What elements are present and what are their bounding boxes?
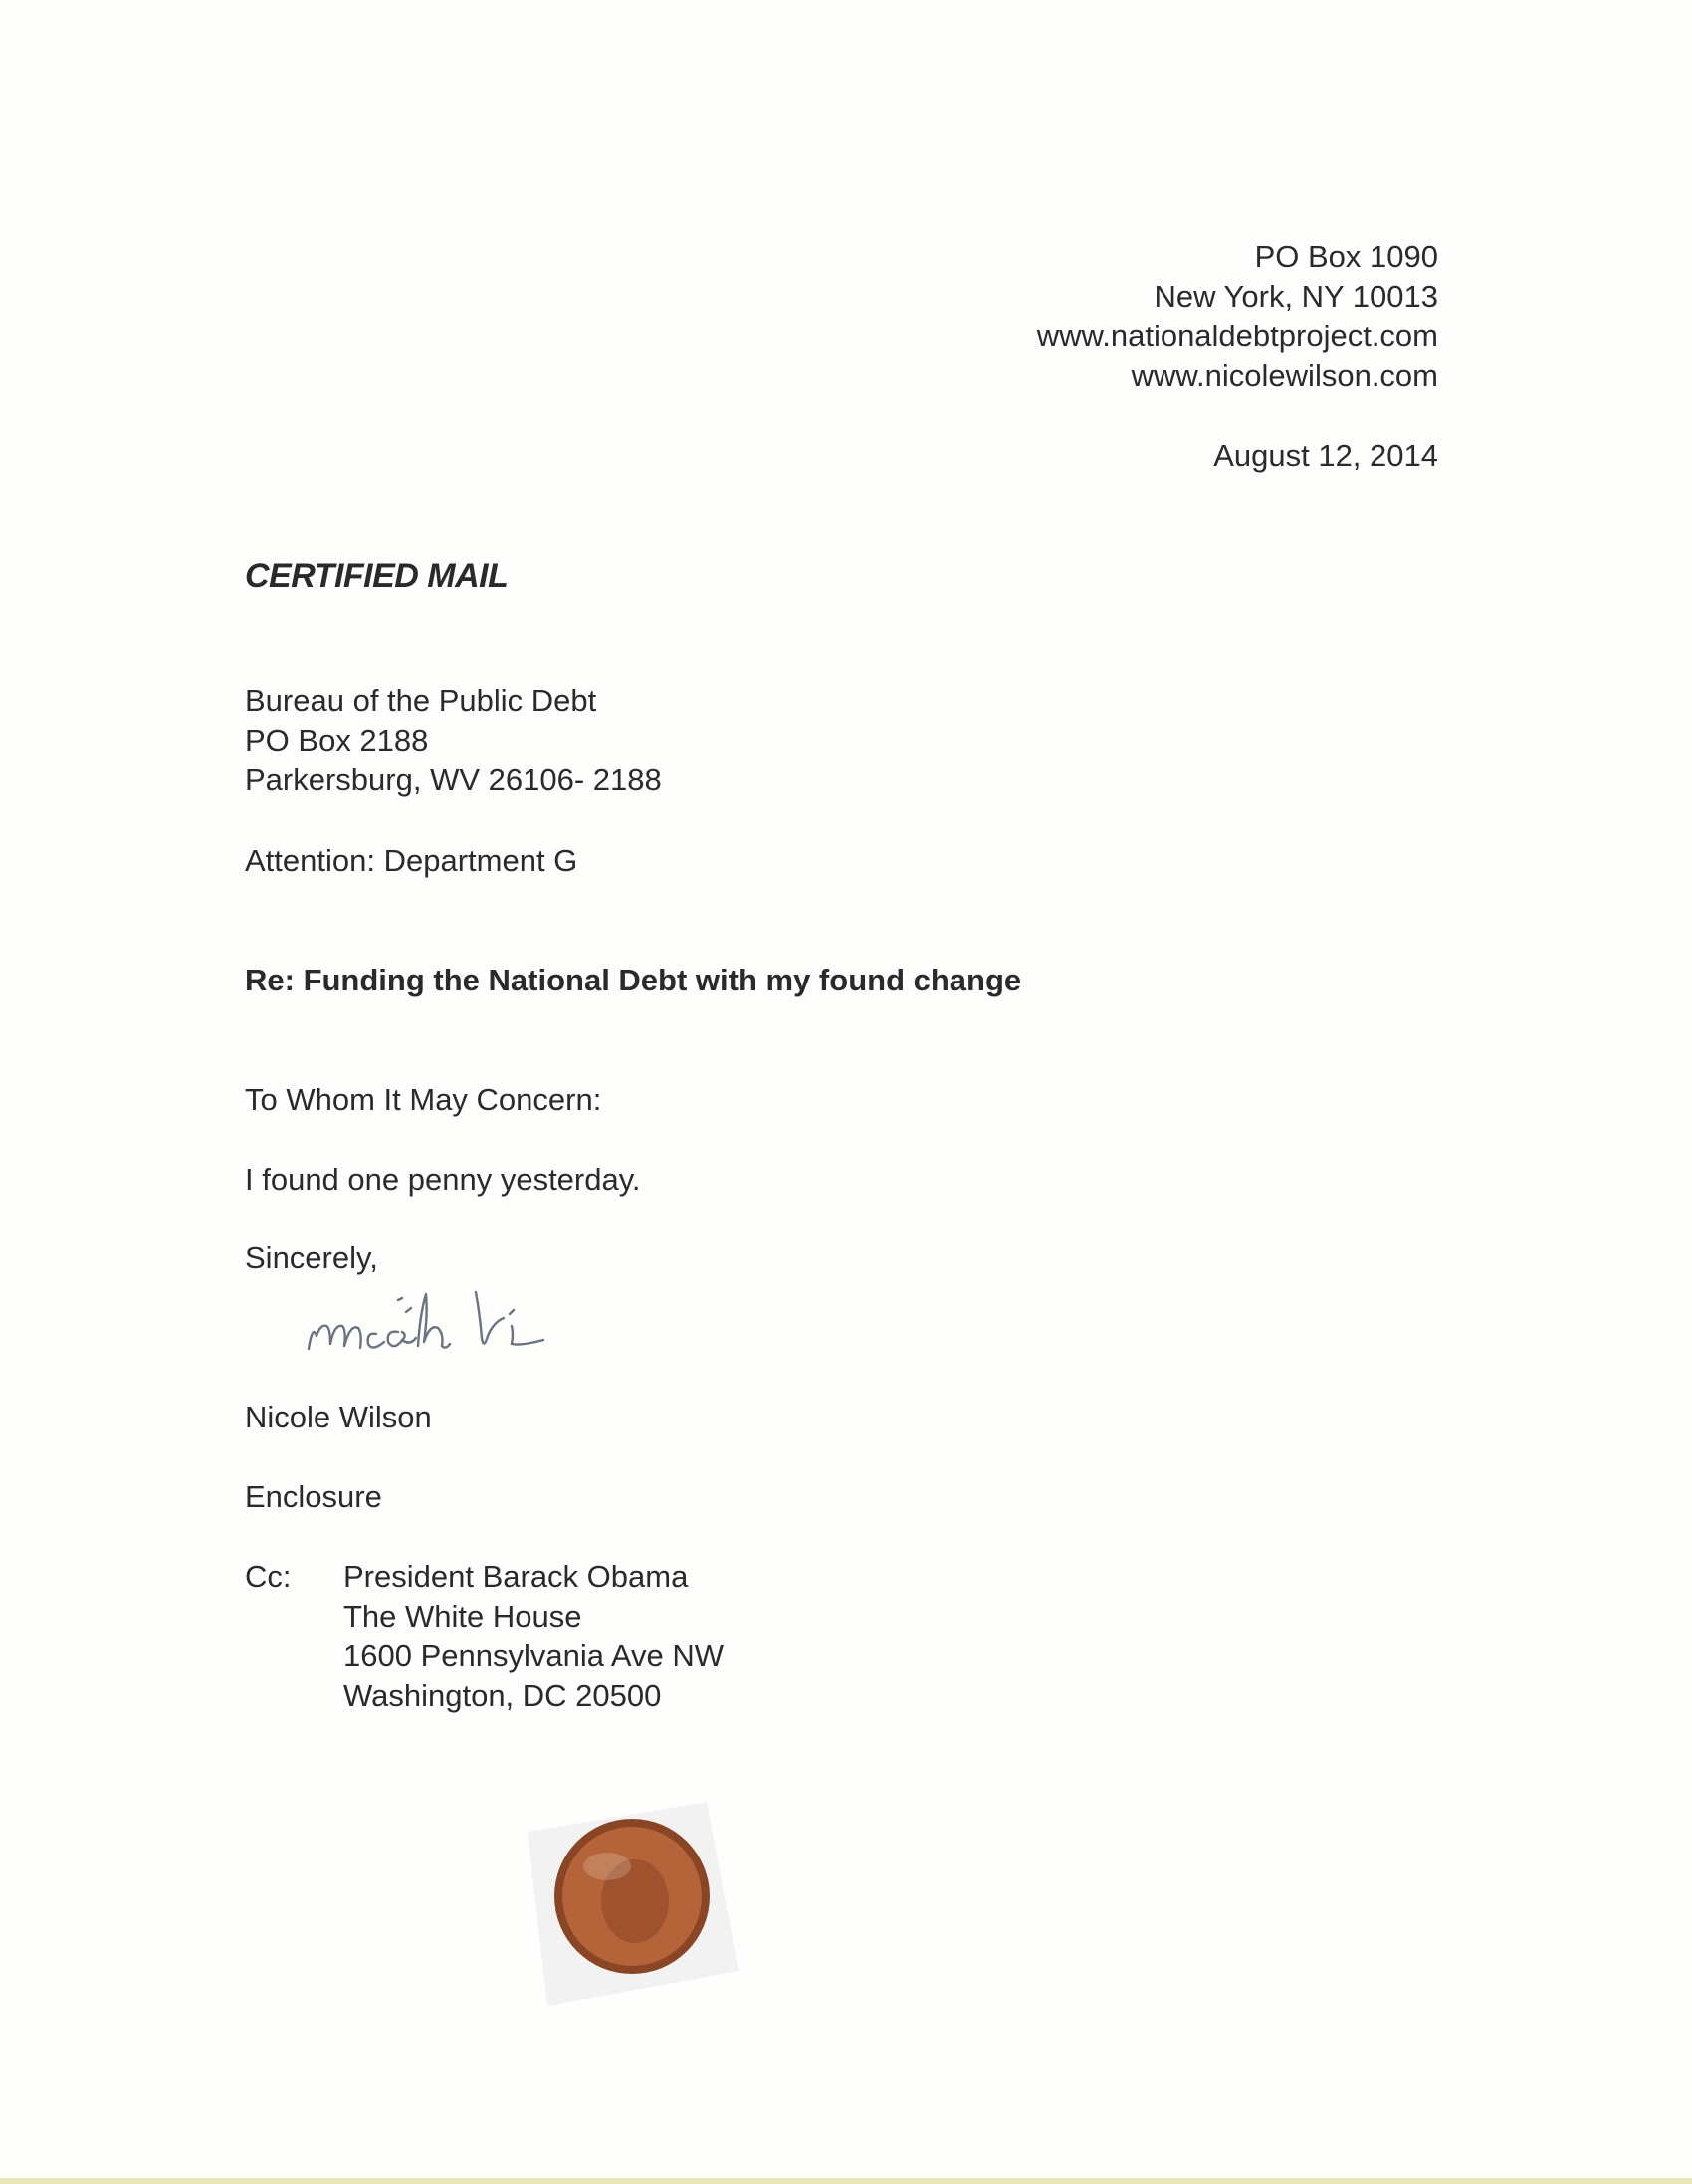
return-address-po-box: PO Box 1090 <box>1254 239 1438 274</box>
attention-line: Attention: Department G <box>245 843 578 878</box>
return-address-website-1: www.nationaldebtproject.com <box>1036 319 1438 353</box>
cc-street: 1600 Pennsylvania Ave NW <box>343 1638 724 1673</box>
cc-name: President Barack Obama <box>343 1559 689 1594</box>
letter-date: August 12, 2014 <box>1213 438 1438 473</box>
cc-organization: The White House <box>343 1599 582 1634</box>
body-text: I found one penny yesterday. <box>245 1162 641 1197</box>
recipient-address <box>245 681 662 800</box>
taped-penny <box>508 1782 746 2021</box>
return-address <box>1037 237 1438 396</box>
recipient-city: Parkersburg, WV 26106- 2188 <box>245 763 662 797</box>
cc-label: Cc: <box>245 1559 292 1594</box>
cc-city: Washington, DC 20500 <box>343 1678 662 1713</box>
return-address-city: New York, NY 10013 <box>1154 279 1438 314</box>
recipient-name: Bureau of the Public Debt <box>245 683 597 718</box>
salutation: To Whom It May Concern: <box>245 1082 602 1117</box>
enclosure-notation: Enclosure <box>245 1479 382 1514</box>
sender-name: Nicole Wilson <box>245 1400 432 1434</box>
closing: Sincerely, <box>245 1240 378 1275</box>
subject-line: Re: Funding the National Debt with my found change <box>245 963 1022 997</box>
cc-address <box>343 1557 724 1716</box>
handwritten-signature <box>299 1254 607 1364</box>
return-address-website-2: www.nicolewilson.com <box>1131 358 1438 393</box>
page-bottom-edge <box>0 2178 1692 2184</box>
recipient-po-box: PO Box 2188 <box>245 723 429 758</box>
delivery-method: CERTIFIED MAIL <box>245 557 509 595</box>
